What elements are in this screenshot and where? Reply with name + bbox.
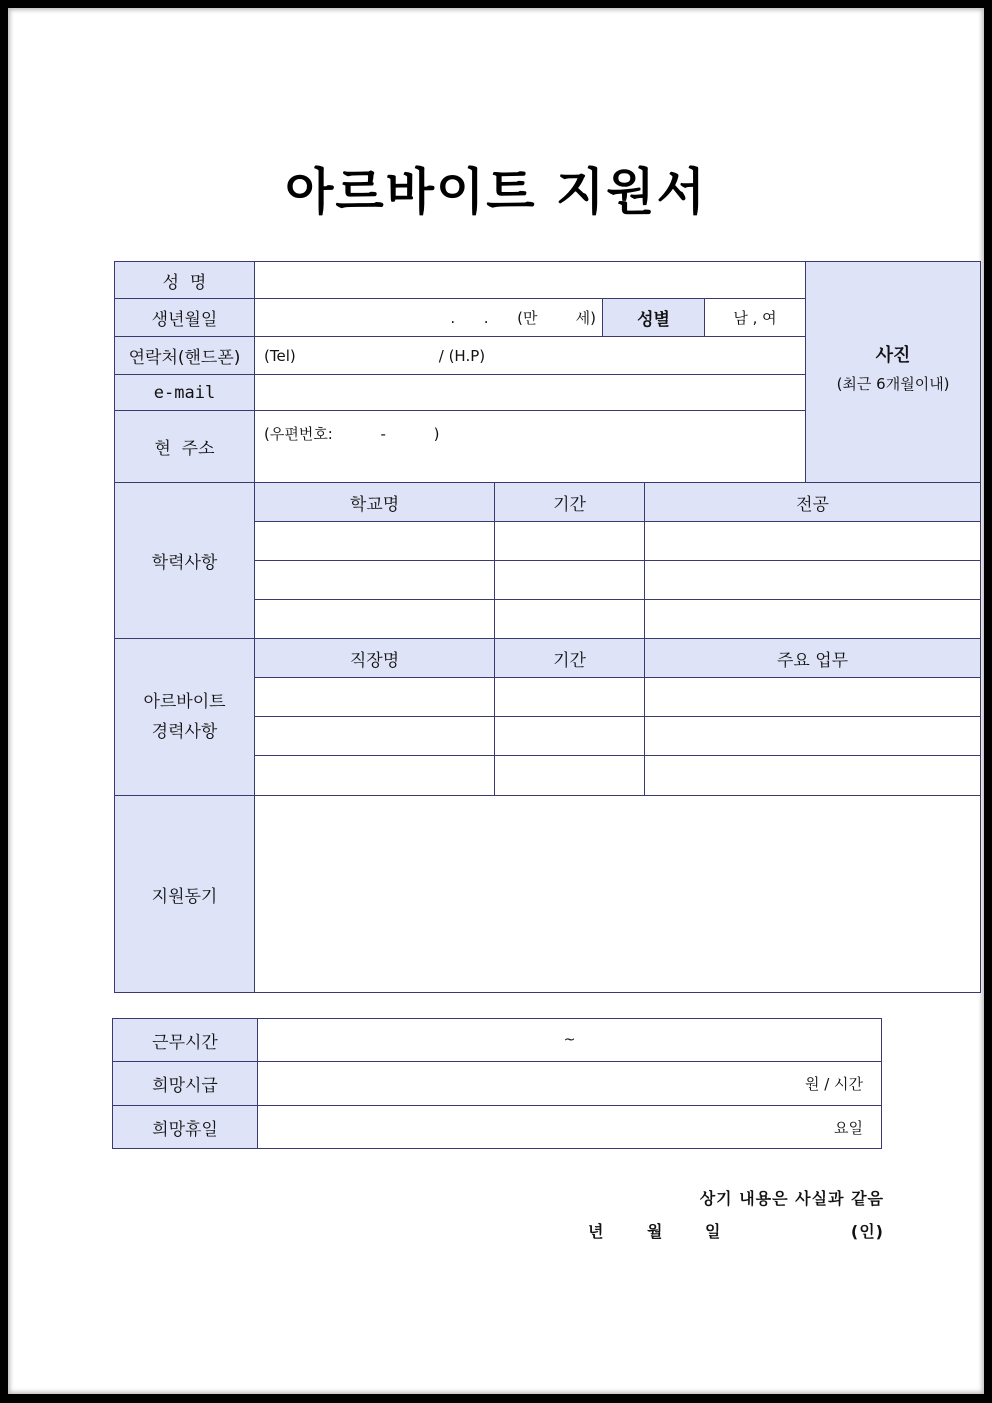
hours-field[interactable]: ~ [258,1019,882,1062]
email-field[interactable] [255,375,806,411]
name-label: 성 명 [115,262,255,299]
address-label: 현 주소 [115,411,255,483]
dayoff-label: 희망휴일 [113,1106,258,1149]
experience-duties-cell[interactable] [645,756,981,796]
education-col-school: 학교명 [255,483,495,522]
wage-field[interactable]: 원 / 시간 [258,1062,882,1106]
conditions-table [112,1018,882,1149]
date-day: 일 [705,1222,722,1241]
education-period-cell[interactable] [495,561,645,600]
experience-period-cell[interactable] [495,678,645,717]
education-period-cell[interactable] [495,522,645,561]
hours-label: 근무시간 [113,1019,258,1062]
gender-label: 성별 [603,299,705,337]
birth-label: 생년월일 [115,299,255,337]
education-major-cell[interactable] [645,522,981,561]
gender-field[interactable]: 남 , 여 [705,299,806,337]
experience-label-line2: 경력사항 [151,722,218,742]
experience-period-cell[interactable] [495,717,645,756]
experience-label [115,639,255,796]
date-year: 년 [588,1222,605,1241]
education-school-cell[interactable] [255,522,495,561]
contact-label: 연락처(핸드폰) [115,337,255,375]
email-label: e-mail [115,375,255,411]
experience-workplace-cell[interactable] [255,717,495,756]
applicant-form-table [114,261,981,993]
education-major-cell[interactable] [645,600,981,639]
birth-field[interactable]: . . (만 세) [255,299,603,337]
document-title: 아르바이트 지원서 [285,163,707,221]
contact-field[interactable]: (Tel) / (H.P) [255,337,806,375]
experience-workplace-cell[interactable] [255,678,495,717]
certification-statement: 상기 내용은 사실과 같음 [699,1189,884,1208]
experience-period-cell[interactable] [495,756,645,796]
wage-label: 희망시급 [113,1062,258,1106]
education-label: 학력사항 [115,483,255,639]
education-col-period: 기간 [495,483,645,522]
education-period-cell[interactable] [495,600,645,639]
education-school-cell[interactable] [255,561,495,600]
education-col-major: 전공 [645,483,981,522]
address-field[interactable]: (우편번호: - ) [255,411,806,483]
experience-col-period: 기간 [495,639,645,678]
education-school-cell[interactable] [255,600,495,639]
experience-col-workplace: 직장명 [255,639,495,678]
motivation-label: 지원동기 [115,796,255,993]
experience-label-line1: 아르바이트 [143,692,226,712]
experience-duties-cell[interactable] [645,678,981,717]
photo-box[interactable] [806,262,981,483]
experience-duties-cell[interactable] [645,717,981,756]
dayoff-field[interactable]: 요일 [258,1106,882,1149]
experience-workplace-cell[interactable] [255,756,495,796]
seal-mark[interactable]: (인) [850,1222,884,1241]
name-field[interactable] [255,262,806,299]
motivation-field[interactable] [255,796,981,993]
experience-col-duties: 주요 업무 [645,639,981,678]
education-major-cell[interactable] [645,561,981,600]
date-month: 월 [647,1222,664,1241]
photo-note: (최근 6개월이내) [836,374,950,393]
photo-label: 사진 [875,344,911,366]
